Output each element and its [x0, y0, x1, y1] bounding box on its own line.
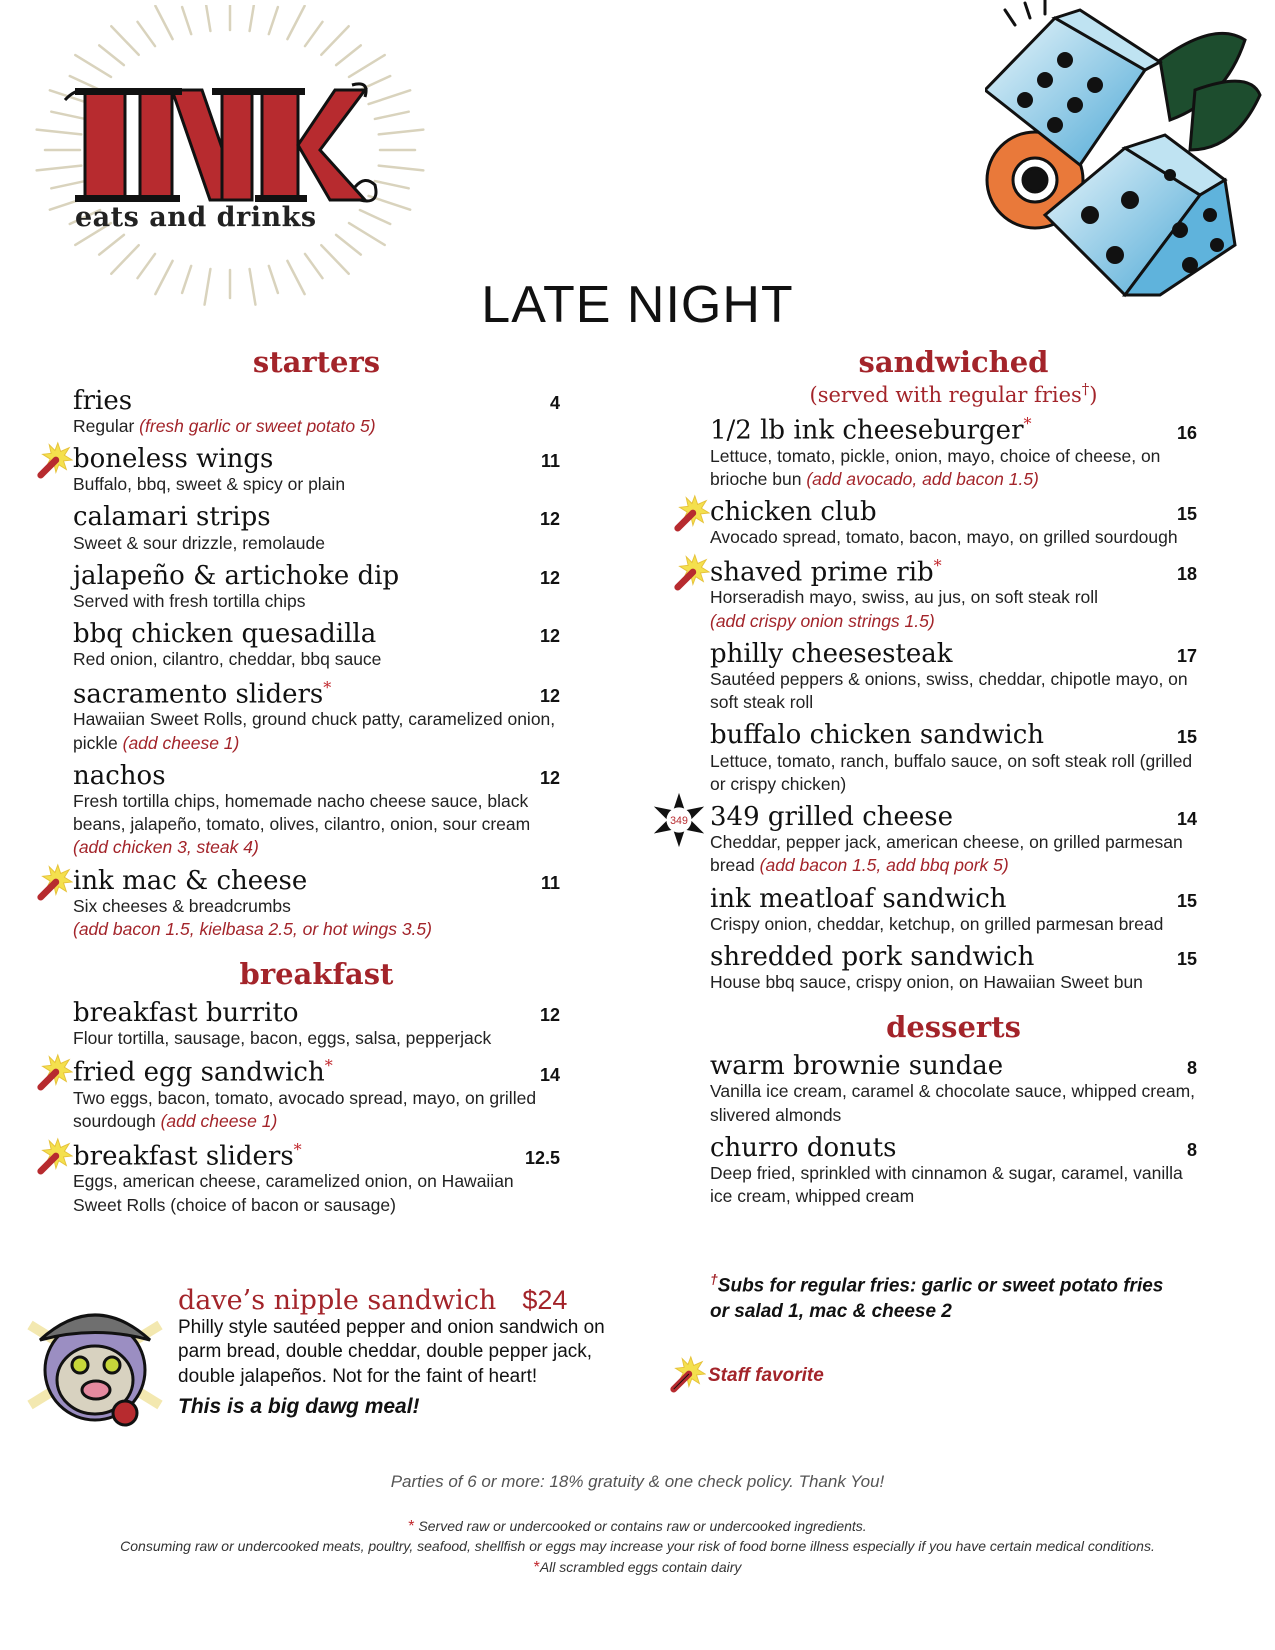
menu-item: [73, 679, 560, 755]
item-price: 15: [1176, 890, 1197, 911]
item-addon: (add cheese 1): [160, 1111, 278, 1132]
sandwiched-heading: sandwiched: [858, 345, 1049, 379]
item-price: 15: [1176, 504, 1197, 525]
item-name: warm brownie sundae: [710, 1051, 1004, 1082]
special-name: dave’s nipple sandwich: [178, 1285, 497, 1316]
item-name: calamari strips: [73, 502, 271, 533]
item-price: 12: [539, 567, 560, 588]
item-desc: Eggs, american cheese, caramelized onion, on Hawaiian Sweet Rolls (choice of bacon or sausage): [73, 1171, 514, 1215]
item-price: 12: [539, 686, 560, 707]
eggs-note: *All scrambled eggs contain dairy: [533, 1559, 742, 1576]
raw-star-marker: *: [933, 555, 942, 575]
gratuity-note: Parties of 6 or more: 18% gratuity & one check policy. Thank You!: [390, 1472, 885, 1491]
menu-item: [73, 1141, 560, 1217]
item-desc: Lettuce, tomato, pickle, onion, mayo, choice of cheese, on brioche bun (add avocado, add bacon 1.5): [710, 445, 1161, 489]
item-name: shaved prime rib*: [710, 555, 942, 588]
special-dave-sandwich: [20, 1285, 640, 1435]
item-desc: Six cheeses & breadcrumbs (add bacon 1.5, kielbasa 2.5, or hot wings 3.5): [73, 895, 560, 942]
breakfast-list: [73, 999, 560, 1217]
item-desc: Avocado spread, tomato, bacon, mayo, on grilled sourdough: [710, 527, 1178, 548]
item-price: 4: [549, 392, 560, 413]
item-desc: Sweet & sour drizzle, remolaude: [73, 532, 325, 553]
item-desc: Cheddar, pepper jack, american cheese, on grilled parmesan bread (add bacon 1.5, add bbq pork 5): [710, 832, 1183, 876]
raw-star-marker: *: [323, 677, 332, 697]
menu-item: [710, 640, 1197, 715]
menu-item: [73, 999, 560, 1050]
menu-item: [73, 387, 560, 438]
item-name: philly cheesesteak: [710, 638, 953, 669]
firecracker-icon: [672, 553, 710, 591]
item-desc: Served with fresh tortilla chips: [73, 590, 306, 611]
desserts-heading: desserts: [886, 1010, 1021, 1045]
item-price: 12: [539, 626, 560, 647]
right-column: [670, 345, 1197, 1208]
menu-item: [73, 762, 560, 860]
item-desc: Flour tortilla, sausage, bacon, eggs, salsa, pepperjack: [73, 1028, 492, 1049]
item-addon: (add bacon 1.5, kielbasa 2.5, or hot wings 3.5): [73, 919, 432, 939]
ink-logo: [30, 5, 430, 315]
menu-item: [670, 802, 1197, 878]
item-addon: (add bacon 1.5, add bbq pork 5): [759, 855, 1009, 876]
item-addon: (add avocado, add bacon 1.5): [806, 468, 1039, 489]
item-desc: House bbq sauce, crispy onion, on Hawaiian Sweet bun: [710, 972, 1143, 993]
item-name: breakfast burrito: [73, 998, 299, 1029]
page-title: LATE NIGHT: [481, 276, 794, 334]
raw-star-marker: *: [293, 1139, 302, 1159]
item-desc: Fresh tortilla chips, homemade nacho cheese sauce, black beans, jalapeño, tomato, olives, cilantro, onion, sour cream (add chicken 3, steak 4): [73, 790, 560, 860]
menu-item: [73, 445, 560, 496]
menu-item: [73, 867, 560, 942]
item-name: buffalo chicken sandwich: [710, 720, 1045, 751]
item-name: churro donuts: [710, 1132, 897, 1163]
firecracker-icon: [35, 1137, 73, 1175]
item-desc: Regular (fresh garlic or sweet potato 5): [73, 415, 376, 436]
item-desc: Buffalo, bbq, sweet & spicy or plain: [73, 474, 346, 495]
raw-star-marker: *: [1023, 413, 1032, 433]
fries-subs-note: †Subs for regular fries: garlic or sweet potato fries or salad 1, mac & cheese 2: [710, 1271, 1164, 1322]
menu-item: [710, 1134, 1197, 1209]
food-warning: Consuming raw or undercooked meats, poultry, seafood, shellfish or eggs may increase your risk of food borne illness especially if you have certain medical conditions.: [120, 1538, 1155, 1554]
bulldog-mascot-icon: [20, 1285, 170, 1435]
item-desc: Lettuce, tomato, ranch, buffalo sauce, on soft steak roll (grilled or crispy chicken): [710, 750, 1193, 794]
staff-favorite-legend: Staff favorite: [668, 1355, 888, 1397]
item-name: boneless wings: [73, 444, 274, 475]
firecracker-icon: [668, 1355, 706, 1393]
item-price: 8: [1186, 1139, 1197, 1160]
desserts-list: [710, 1052, 1197, 1208]
item-price: 11: [540, 872, 560, 893]
item-desc: Crispy onion, cheddar, ketchup, on grilled parmesan bread: [710, 913, 1164, 934]
breakfast-heading: breakfast: [239, 957, 394, 992]
firecracker-icon: [35, 1053, 73, 1091]
item-name: nachos: [73, 760, 166, 791]
item-desc: Vanilla ice cream, caramel & chocolate sauce, whipped cream, slivered almonds: [710, 1081, 1196, 1125]
firecracker-icon: [672, 494, 710, 532]
menu-item: [710, 415, 1197, 491]
special-tagline: This is a big dawg meal!: [178, 1394, 420, 1418]
left-column: [73, 345, 560, 1217]
item-name: jalapeño & artichoke dip: [73, 560, 400, 591]
sunburst-icon: [30, 5, 430, 315]
item-name: ink mac & cheese: [73, 865, 308, 896]
item-price: 14: [539, 1065, 560, 1086]
item-price: 14: [1176, 809, 1197, 830]
sandwiched-list: [670, 413, 1197, 994]
menu-item: [73, 1057, 560, 1133]
sandwiched-subheading: (served with regular fries†): [809, 379, 1098, 407]
dice-illustration: [985, 0, 1270, 320]
item-price: 12.5: [524, 1148, 560, 1169]
menu-item: [73, 503, 560, 554]
menu-item: [710, 557, 1197, 633]
item-desc: Red onion, cilantro, cheddar, bbq sauce: [73, 649, 382, 670]
item-desc: Hawaiian Sweet Rolls, ground chuck patty, caramelized onion, pickle (add cheese 1): [73, 709, 556, 753]
item-price: 15: [1176, 949, 1197, 970]
item-price: 8: [1186, 1058, 1197, 1079]
raw-star-marker: *: [324, 1056, 333, 1076]
item-addon: (fresh garlic or sweet potato 5): [139, 415, 376, 436]
menu-item: [710, 943, 1197, 994]
item-desc: Deep fried, sprinkled with cinnamon & sugar, caramel, vanilla ice cream, whipped cream: [710, 1162, 1183, 1207]
item-name: fries: [73, 385, 133, 416]
special-price: $24: [522, 1285, 568, 1315]
item-name: breakfast sliders*: [73, 1139, 302, 1172]
item-name: sacramento sliders*: [73, 677, 332, 710]
menu-item: [710, 498, 1197, 549]
item-price: 12: [539, 1005, 560, 1026]
raw-note: * Served raw or undercooked or contains raw or undercooked ingredients.: [408, 1518, 867, 1535]
svg-text:349: 349: [670, 814, 688, 827]
item-name: 1/2 lb ink cheeseburger*: [710, 413, 1032, 446]
item-desc: Horseradish mayo, swiss, au jus, on soft steak roll (add crispy onion strings 1.5): [710, 586, 1197, 633]
item-name: 349 grilled cheese: [710, 802, 954, 833]
starters-heading: starters: [252, 345, 381, 379]
item-price: 12: [539, 767, 560, 788]
item-name: fried egg sandwich*: [73, 1056, 333, 1089]
item-price: 12: [539, 509, 560, 530]
firecracker-icon: [35, 863, 73, 901]
sheriff-star-icon: [650, 791, 708, 849]
item-desc: Sautéed peppers & onions, swiss, cheddar, chipotle mayo, on soft steak roll: [710, 668, 1188, 713]
item-name: ink meatloaf sandwich: [710, 883, 1007, 914]
item-desc: Two eggs, bacon, tomato, avocado spread, mayo, on grilled sourdough (add cheese 1): [73, 1088, 537, 1132]
menu-item: [710, 721, 1197, 796]
menu-item: [73, 562, 560, 613]
special-desc: Philly style sautéed pepper and onion sandwich on parm bread, double cheddar, double pepper jack, double jalapeños. Not for the faint of heart!: [178, 1317, 605, 1387]
item-price: 15: [1176, 727, 1197, 748]
item-price: 16: [1176, 422, 1197, 443]
menu-item: [73, 620, 560, 671]
menu-item: [710, 885, 1197, 936]
item-price: 18: [1176, 564, 1197, 585]
starters-list: [73, 387, 560, 941]
item-name: bbq chicken quesadilla: [73, 619, 377, 650]
item-addon: (add crispy onion strings 1.5): [710, 610, 935, 631]
firecracker-icon: [35, 441, 73, 479]
logo-tagline: eats and drinks: [75, 202, 317, 233]
item-price: 11: [540, 451, 560, 472]
item-addon: (add cheese 1): [122, 732, 240, 753]
item-addon: (add chicken 3, steak 4): [73, 837, 259, 858]
item-price: 17: [1176, 645, 1197, 666]
item-name: shredded pork sandwich: [710, 942, 1035, 973]
item-name: chicken club: [710, 497, 877, 528]
menu-item: [710, 1052, 1197, 1127]
